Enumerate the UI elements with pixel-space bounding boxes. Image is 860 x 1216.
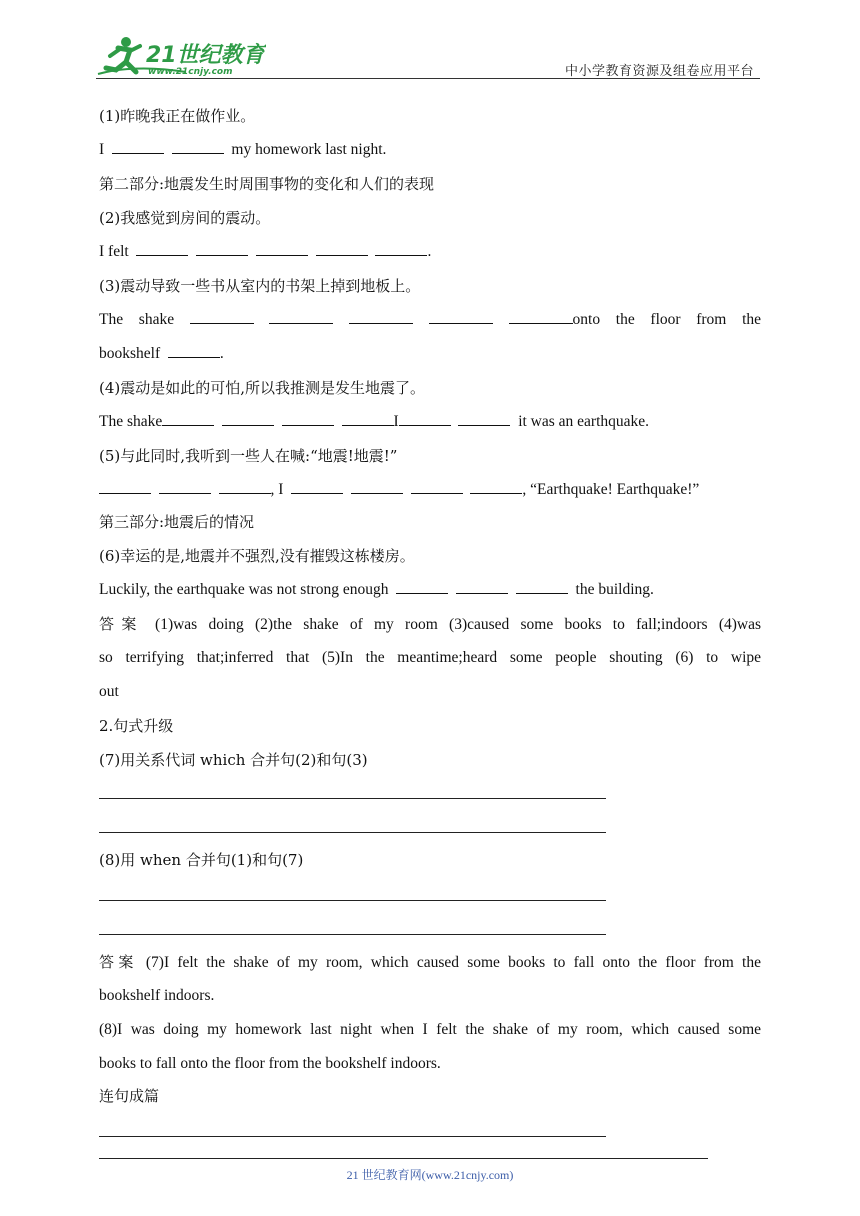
blank[interactable] [349,309,413,324]
answer-label: 答案 [99,615,144,633]
blank[interactable] [190,309,254,324]
svg-text:www.21cnjy.com: www.21cnjy.com [148,67,233,77]
q1-chinese: (1)昨晚我正在做作业。 [99,107,256,125]
q8-prompt: (8)用 when 合并句(1)和句(7) [99,851,304,869]
blank[interactable] [291,479,343,494]
q6-chinese: (6)幸运的是,地震并不强烈,没有摧毁这栋楼房。 [99,547,415,565]
blank[interactable] [375,241,427,256]
blank[interactable] [429,309,493,324]
answer1-line3: out [99,683,119,700]
blank[interactable] [411,479,463,494]
q5-english: , I , “Earthquake! Earthquake!” [99,478,761,502]
part3-heading: 第三部分:地震后的情况 [99,513,255,531]
answer2-line4: books to fall onto the floor from the bookshelf indoors. [99,1055,441,1072]
blank[interactable] [516,579,568,594]
page-header [96,34,760,80]
blank[interactable] [509,309,573,324]
q4-english: The shake I it was an earthquake. [99,413,650,430]
blank[interactable] [256,241,308,256]
answer-line[interactable] [99,1136,606,1137]
q2-chinese: (2)我感觉到房间的震动。 [99,209,271,227]
answer2-line1: 答案 (7)I felt the shake of my room, which caused some books to fall onto the floor from the [99,953,761,971]
blank[interactable] [136,241,188,256]
blank[interactable] [396,579,448,594]
blank[interactable] [172,139,224,154]
blank[interactable] [162,411,214,426]
answer-line[interactable] [99,832,606,833]
q7-prompt: (7)用关系代词 which 合并句(2)和句(3) [99,751,368,769]
blank[interactable] [316,241,368,256]
blank[interactable] [470,479,522,494]
blank[interactable] [399,411,451,426]
blank[interactable] [219,479,271,494]
q3-english-line1: The shake onto the floor from the [99,311,761,328]
q6-english: Luckily, the earthquake was not strong enough the building. [99,581,654,598]
header-rule [96,78,760,79]
blank[interactable] [196,241,248,256]
blank[interactable] [99,479,151,494]
blank[interactable] [222,411,274,426]
blank[interactable] [456,579,508,594]
part2-heading: 第二部分:地震发生时周围事物的变化和人们的表现 [99,175,435,193]
answer2-line2: bookshelf indoors. [99,987,215,1004]
logo-21cnjy [96,34,266,78]
section2-heading: 2.句式升级 [99,717,174,735]
section3-heading: 连句成篇 [99,1087,160,1105]
blank[interactable] [269,309,333,324]
blank[interactable] [458,411,510,426]
answer2-line3: (8)I was doing my homework last night when I felt the shake of my room, which caused some [99,1021,761,1038]
answer-label: 答案 [99,953,138,971]
q3-english-line2: bookshelf . [99,345,224,362]
blank[interactable] [159,479,211,494]
answer-line[interactable] [99,934,606,935]
answer-line[interactable] [99,900,606,901]
blank[interactable] [168,343,220,358]
footer-site[interactable]: 21 世纪教育网(www.21cnjy.com) [346,1168,514,1182]
blank[interactable] [351,479,403,494]
q1-english: I my homework last night. [99,141,387,158]
q5-chinese: (5)与此同时,我听到一些人在喊:“地震!地震!” [99,447,398,465]
blank[interactable] [112,139,164,154]
blank[interactable] [282,411,334,426]
answer1-line1: 答案 (1)was doing (2)the shake of my room (3)caused some books to fall;indoors (4)was [99,615,761,633]
header-platform-title: 中小学教育资源及组卷应用平台 [564,64,754,79]
q4-chinese: (4)震动是如此的可怕,所以我推测是发生地震了。 [99,379,426,397]
svg-text:21世纪教育: 21世纪教育 [146,43,265,68]
answer-line[interactable] [99,798,606,799]
q2-english: I felt . [99,243,432,260]
answer1-line2: so terrifying that;inferred that (5)In the meantime;heard some people shouting (6) to wipe [99,649,761,666]
blank[interactable] [342,411,394,426]
footer-rule [99,1158,708,1159]
q3-chinese: (3)震动导致一些书从室内的书架上掉到地板上。 [99,277,421,295]
